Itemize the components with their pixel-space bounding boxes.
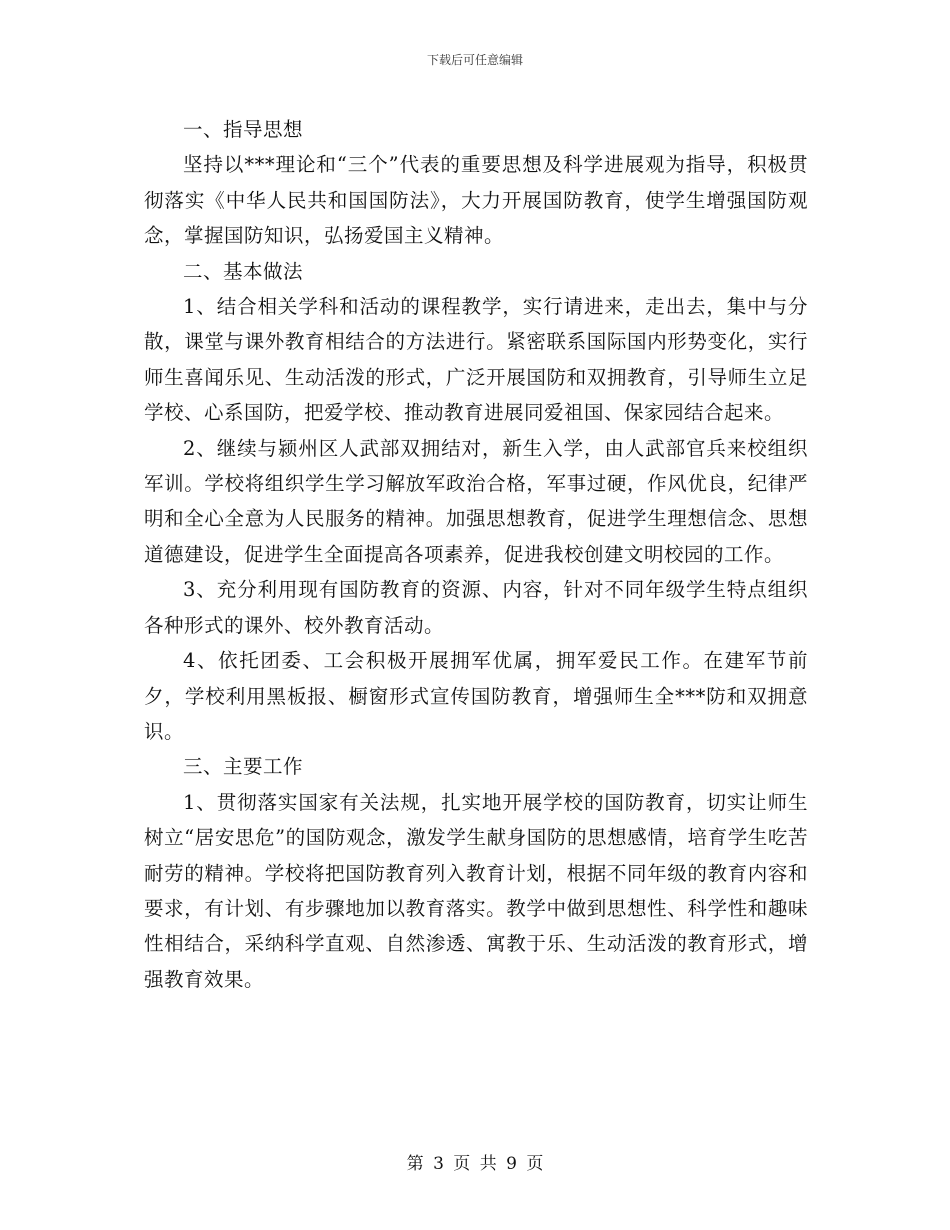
page-number: 第 3 页 共 9 页 (406, 1154, 544, 1174)
paragraph-work-1: 1、贯彻落实国家有关法规，扎实地开展学校的国防教育，切实让师生树立“居安思危”的国防观念，激发学生献身国防的思想感情，培育学生吃苦耐劳的精神。学校将把国防教育列入教育计划，根据不同年级的教育内容和要求，有计划、有步骤地加以教育落实。教学中做到思想性、科学性和趣味性相结合，采纳科学直观、自然渗透、寓教于乐、生动活泼的教育形式，增强教育效果。 (144, 790, 808, 991)
paragraph-method-3: 3、充分利用现有国防教育的资源、内容，针对不同年级学生特点组织各种形式的课外、校外教育活动。 (144, 578, 808, 637)
section-heading-main-work: 三、主要工作 (183, 755, 304, 779)
paragraph-method-4: 4、依托团委、工会积极开展拥军优属，拥军爱民工作。在建军节前夕，学校利用黑板报、橱窗形式宣传国防教育，增强师生全***防和双拥意识。 (144, 649, 808, 743)
section-heading-guiding-ideology: 一、指导思想 (183, 118, 304, 141)
document-body (144, 112, 808, 997)
page-header-note: 下载后可任意编辑 (426, 53, 523, 67)
section-heading-basic-methods: 二、基本做法 (183, 259, 304, 283)
paragraph-guiding-ideology: 坚持以***理论和“三个”代表的重要思想及科学进展观为指导，积极贯彻落实《中华人民共和国国防法》，大力开展国防教育，使学生增强国防观念，掌握国防知识，弘扬爱国主义精神。 (144, 153, 808, 248)
paragraph-method-1: 1、结合相关学科和活动的课程教学，实行请进来，走出去，集中与分散，课堂与课外教育相结合的方法进行。紧密联系国际国内形势变化，实行师生喜闻乐见、生动活泼的形式，广泛开展国防和双拥教育，引导师生立足学校、心系国防，把爱学校、推动教育进展同爱祖国、保家园结合起来。 (144, 295, 808, 425)
paragraph-method-2: 2、继续与颍州区人武部双拥结对，新生入学，由人武部官兵来校组织军训。学校将组织学生学习解放军政治合格，军事过硬，作风优良，纪律严明和全心全意为人民服务的精神。加强思想教育，促进学生理想信念、思想道德建设，促进学生全面提高各项素养，促进我校创建文明校园的工作。 (144, 436, 808, 566)
